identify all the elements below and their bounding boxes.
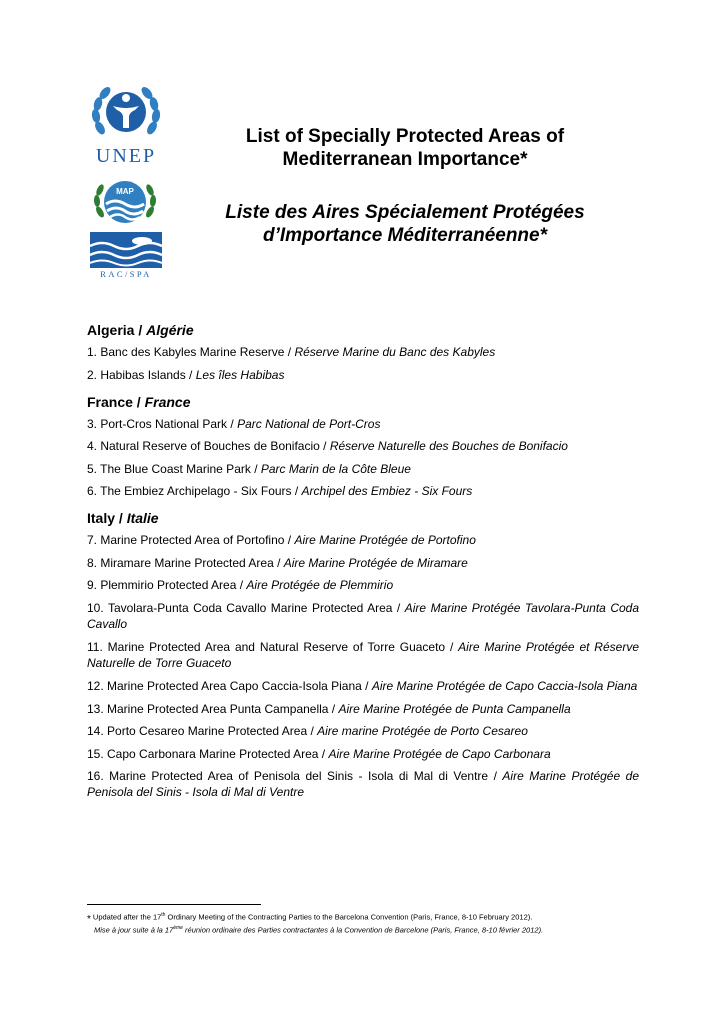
list-item: 13. Marine Protected Area Punta Campanella / Aire Marine Protégée de Punta Campanella (87, 701, 571, 716)
list-item: 6. The Embiez Archipelago - Six Fours / Archipel des Embiez - Six Fours (87, 484, 473, 498)
title-english (225, 125, 585, 171)
protected-areas-list (87, 321, 639, 807)
map-logo (92, 174, 158, 230)
list-item: 5. The Blue Coast Marine Park / Parc Marin de la Côte Bleue (87, 461, 411, 476)
unep-wordmark: UNEP (95, 145, 157, 167)
country-heading-france: France / France (87, 393, 191, 410)
list-item: 2. Habibas Islands / Les îles Habibas (87, 367, 285, 382)
title-fr-line-2: d’Importance Méditerranéenne* (262, 225, 548, 246)
footnote (87, 910, 647, 935)
list-item: 4. Natural Reserve of Bouches de Bonifacio / Réserve Naturelle des Bouches de Bonifacio (87, 439, 568, 453)
list-item: 12. Marine Protected Area Capo Caccia-Isola Piana / Aire Marine Protégée de Capo Caccia-Isola Piana (87, 678, 638, 693)
title-fr-line-1: Liste des Aires Spécialement Protégées (225, 202, 585, 223)
list-item: 15. Capo Carbonara Marine Protected Area / Aire Marine Protégée de Capo Carbonara (87, 746, 551, 761)
list-item: 10. Tavolara-Punta Coda Cavallo Marine Protected Area / Aire Marine Protégée Tavolara-Punta Coda Cavallo (87, 600, 639, 631)
title-en-line-1: List of Specially Protected Areas of (245, 126, 565, 147)
list-item: 16. Marine Protected Area of Penisola del Sinis - Isola di Mal di Ventre / Aire Marine Protégée de Penisola del Sinis - Isola di Mal di Ventre (87, 769, 640, 799)
italy-list (87, 532, 639, 800)
list-item: 14. Porto Cesareo Marine Protected Area / Aire marine Protégée de Porto Cesareo (87, 724, 528, 738)
footnote-english: * Updated after the 17th Ordinary Meeting of the Contracting Parties to the Barcelona Convention (Paris, France, 8-10 February 2012). (87, 912, 533, 925)
list-item: 1. Banc des Kabyles Marine Reserve / Réserve Marine du Banc des Kabyles (87, 345, 496, 359)
list-item: 7. Marine Protected Area of Portofino / Aire Marine Protégée de Portofino (87, 533, 476, 547)
footnote-separator (87, 904, 261, 905)
footnote-french: Mise à jour suite à la 17ème réunion ordinaire des Parties contractantes à la Convention de Barcelone (Paris, France, 8-10 février 2012). (94, 924, 544, 934)
country-heading-italy: Italy / Italie (87, 510, 159, 526)
algeria-list (87, 344, 639, 383)
country-heading-algeria: Algeria / Algérie (87, 322, 194, 338)
map-logo-text: MAP (116, 187, 134, 196)
list-item: 9. Plemmirio Protected Area / Aire Protégée de Plemmirio (87, 578, 394, 592)
title-french (205, 201, 605, 247)
title-en-line-2: Mediterranean Importance* (282, 149, 528, 170)
list-item: 8. Miramare Marine Protected Area / Aire Marine Protégée de Miramare (87, 555, 468, 570)
france-list (87, 416, 639, 500)
list-item: 11. Marine Protected Area and Natural Reserve of Torre Guaceto / Aire Marine Protégée et Réserve Naturelle de Torre Guaceto (87, 639, 639, 670)
list-item: 3. Port-Cros National Park / Parc National de Port-Cros (87, 416, 381, 431)
rac-spa-wordmark: RAC/SPA (100, 269, 152, 279)
